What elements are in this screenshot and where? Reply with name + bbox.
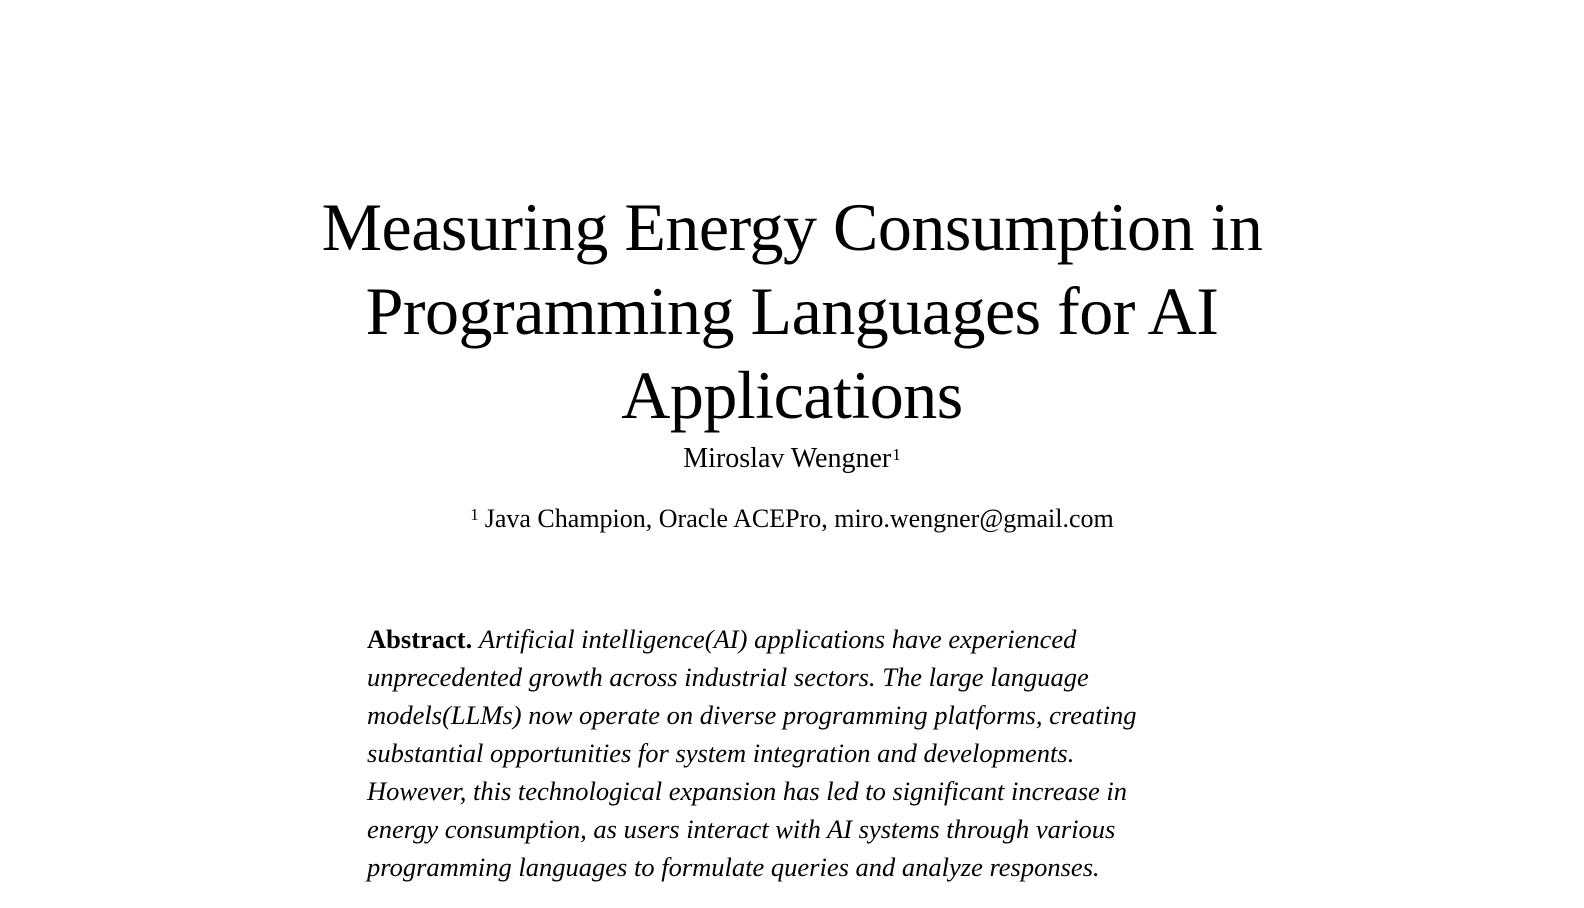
- affiliation-marker: 1: [470, 505, 479, 524]
- abstract-text: Artificial intelligence(AI) applications have experienced: [478, 624, 1077, 654]
- title-line: Measuring Energy Consumption in: [321, 189, 1263, 265]
- title-line: Applications: [621, 357, 963, 433]
- abstract-label: Abstract.: [367, 624, 473, 654]
- author-affiliation-marker: 1: [892, 445, 901, 464]
- abstract-first-line: [367, 620, 1227, 658]
- abstract-line: energy consumption, as users interact with AI systems through various: [367, 814, 1116, 844]
- affiliation-line: [292, 502, 1292, 536]
- paper-title: [200, 185, 1384, 437]
- abstract: [367, 620, 1227, 886]
- title-line: Programming Languages for AI: [365, 273, 1219, 349]
- abstract-line: However, this technological expansion has led to significant increase in: [367, 776, 1128, 806]
- author-line: [392, 441, 1192, 477]
- abstract-line: programming languages to formulate queries and analyze responses.: [367, 852, 1100, 882]
- affiliation-text: Java Champion, Oracle ACEPro, miro.wengner@gmail.com: [484, 504, 1114, 533]
- abstract-line: substantial opportunities for system integration and developments.: [367, 738, 1075, 768]
- abstract-line: unprecedented growth across industrial sectors. The large language: [367, 662, 1089, 692]
- author-name: Miroslav Wengner: [683, 443, 892, 474]
- abstract-line: models(LLMs) now operate on diverse programming platforms, creating: [367, 700, 1137, 730]
